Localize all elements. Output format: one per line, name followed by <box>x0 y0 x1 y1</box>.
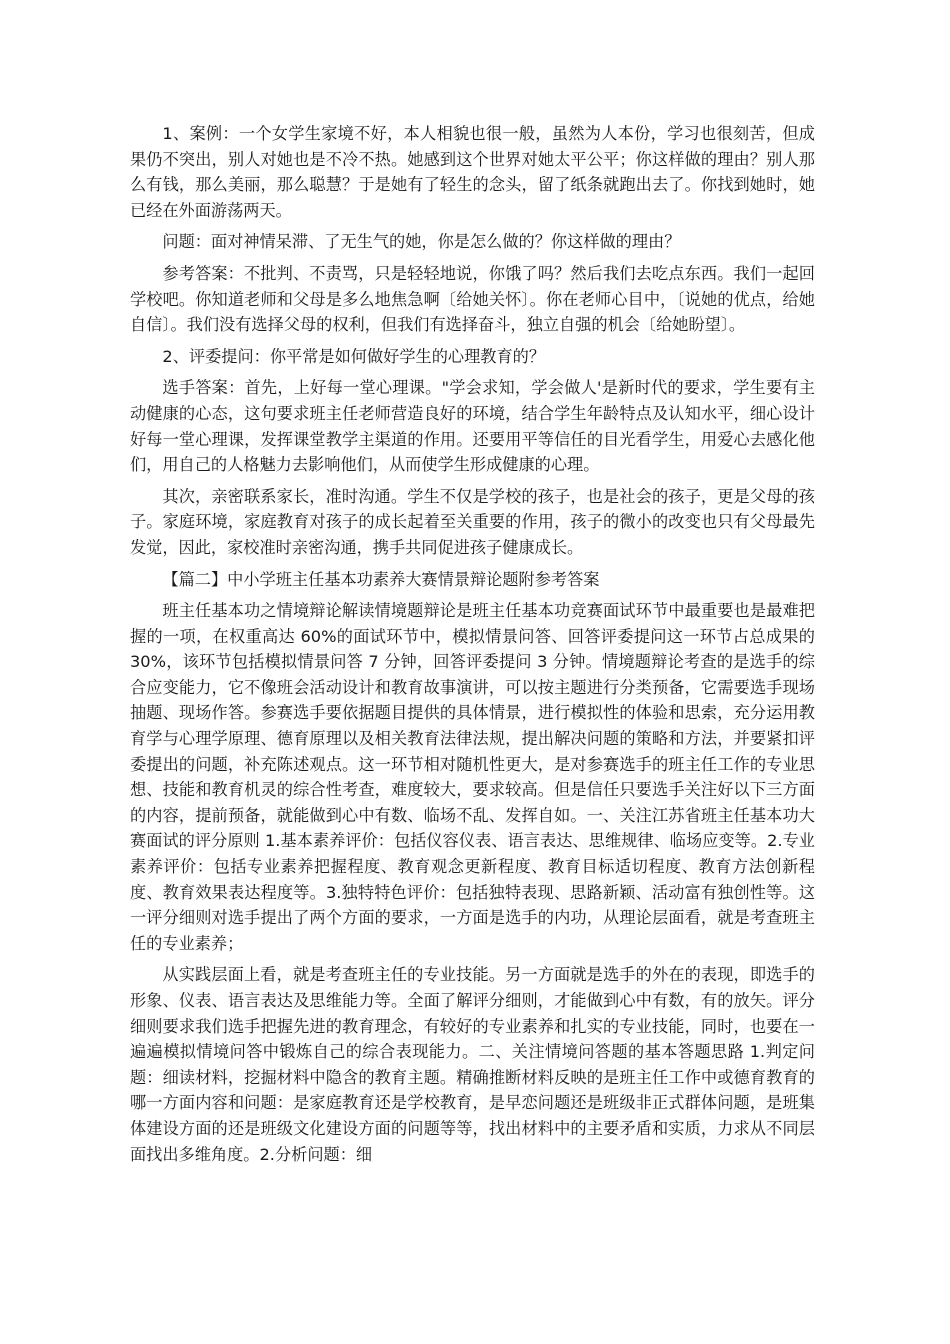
paragraph-secondly: 其次，亲密联系家长，准时沟通。学生不仅是学校的孩子，也是社会的孩子，更是父母的孩子。家庭环境，家庭教育对孩子的成长起着至关重要的作用，孩子的微小的改变也只有父母最先发觉，因此，家校准时亲密沟通，携手共同促进孩子健康成长。 <box>130 486 815 557</box>
paragraph-intro-debate: 班主任基本功之情境辩论解读情境题辩论是班主任基本功竞赛面试环节中最重要也是最难把握的一项，在权重高达 60%的面试环节中，模拟情景问答、回答评委提问这一环节占总成果的 30%，该环节包括模拟情景问答 7 分钟，回答评委提问 3 分钟。情境题辩论考查的是选手的综合应变能力，它不像班会活动设计和教育故事演讲，可以按主题进行分类预备，它需要选手现场抽题、现场作答。参赛选手要依据题目提供的具体情景，进行模拟性的体验和思索，充分运用教育学与心理学原理、德育原理以及相关教育法律法规，提出解决问题的策略和方法，并要紧扣评委提出的问题，补充陈述观点。这一环节相对随机性更大，是对参赛选手的班主任工作的专业思想、技能和教育机灵的综合性考查，难度较大，要求较高。但是信任只要选手关注好以下三方面的内容，提前预备，就能做到心中有数、临场不乱、发挥自如。一、关注江苏省班主任基本功大赛面试的评分原则 1.基本素养评价：包括仪容仪表、语言表达、思维规律、临场应变等。2.专业素养评价：包括专业素养把握程度、教育观念更新程度、教育目标适切程度、教育方法创新程度、教育效果表达程度等。3.独特特色评价：包括独特表现、思路新颖、活动富有独创性等。这一评分细则对选手提出了两个方面的要求，一方面是选手的内功，从理论层面看，就是考查班主任的专业素养； <box>130 601 815 953</box>
paragraph-question-1: 问题：面对神情呆滞、了无生气的她，你是怎么做的？你这样做的理由？ <box>162 232 681 252</box>
document-page <box>130 121 815 1173</box>
section-heading-part-two: 【篇二】中小学班主任基本功素养大赛情景辩论题附参考答案 <box>162 569 600 589</box>
paragraph-contestant-answer-2: 选手答案：首先，上好每一堂心理课。"学会求知，学会做人'是新时代的要求，学生要有主动健康的心态，这句要求班主任老师营造良好的环境，结合学生年龄特点及认知水平，细心设计好每一堂心理课，发挥课堂教学主渠道的作用。还要用平等信任的目光看学生，用爱心去感化他们，用自己的人格魅力去影响他们，从而使学生形成健康的心理。 <box>130 378 815 475</box>
paragraph-reference-answer-1: 参考答案：不批判、不责骂，只是轻轻地说，你饿了吗？然后我们去吃点东西。我们一起回学校吧。你知道老师和父母是多么地焦急啊〔给她关怀〕。你在老师心目中，〔说她的优点，给她自信〕。我们没有选择父母的权利，但我们有选择奋斗，独立自强的机会〔给她盼望〕。 <box>130 263 815 335</box>
paragraph-practice-level: 从实践层面上看，就是考查班主任的专业技能。另一方面就是选手的外在的表现，即选手的形象、仪表、语言表达及思维能力等。全面了解评分细则，才能做到心中有数，有的放矢。评分细则要求我们选手把握先进的教育理念，有较好的专业素养和扎实的专业技能，同时，也要在一遍遍模拟情境问答中锻炼自己的综合表现能力。二、关注情境问答题的基本答题思路 1.判定问题：细读材料，挖掘材料中隐含的教育主题。精确推断材料反映的是班主任工作中或德育教育的哪一方面内容和问题：是家庭教育还是学校教育，是早恋问题还是班级非正式群体问题，是班集体建设方面的还是班级文化建设方面的问题等等，找出材料中的主要矛盾和实质，力求从不同层面找出多维角度。2.分析问题：细 <box>130 965 815 1164</box>
paragraph-judge-question-2: 2、评委提问：你平常是如何做好学生的心理教育的？ <box>162 346 546 366</box>
paragraph-case-1: 1、案例：一个女学生家境不好，本人相貌也很一般，虽然为人本份，学习也很刻苦，但成果仍不突出，别人对她也是不冷不热。她感到这个世界对她太平公平；你这样做的理由？别人那么有钱，那么美丽，那么聪慧？于是她有了轻生的念头，留了纸条就跑出去了。你找到她时，她已经在外面游荡两天。 <box>130 124 815 220</box>
